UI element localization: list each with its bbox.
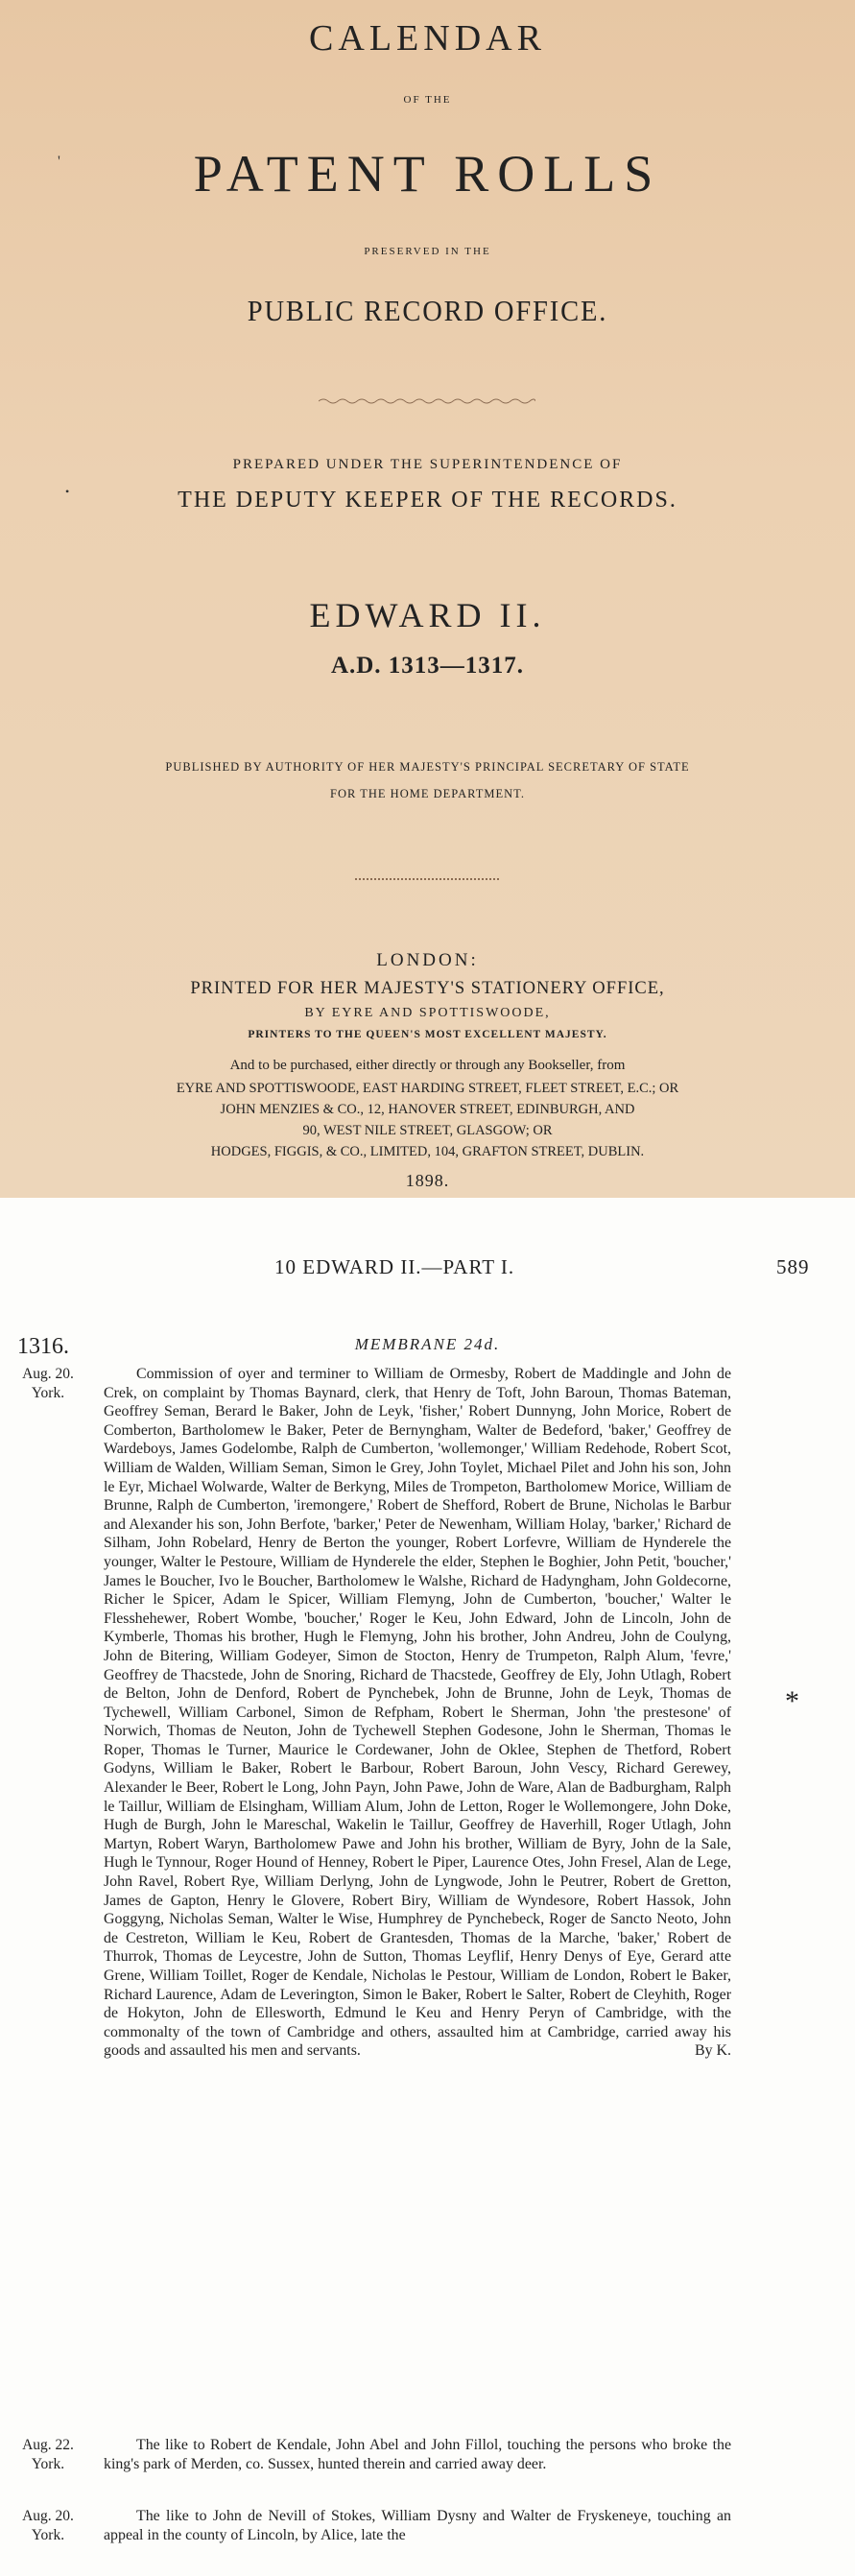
entry-1-by: By K. xyxy=(695,2042,731,2060)
entry-1-place: York. xyxy=(31,1385,65,1401)
title-of-the: OF THE xyxy=(403,94,452,106)
text-page xyxy=(0,1198,855,2576)
title-calendar: CALENDAR xyxy=(309,18,546,59)
entry-2-body: The like to Robert de Kendale, John Abel and John Fillol, touching the persons who broke the king's park of Merden, co. Sussex, hunted therein and carried away deer. xyxy=(104,2437,731,2472)
running-head-title: 10 EDWARD II.—PART I. xyxy=(274,1255,515,1278)
title-dates: A.D. 1313—1317. xyxy=(330,653,525,679)
entry-2-date: Aug. 22. xyxy=(22,2437,74,2453)
title-reign: EDWARD II. xyxy=(309,596,546,634)
entry-2-margin xyxy=(10,2436,86,2474)
title-seller-line-1: EYRE AND SPOTTISWOODE, EAST HARDING STREET, FLEET STREET, E.C.; OR xyxy=(176,1081,679,1096)
running-head xyxy=(0,1255,855,1284)
title-year: 1898. xyxy=(405,1171,450,1190)
title-seller-line-4: HODGES, FIGGIS, & CO., LIMITED, 104, GRAFTON STREET, DUBLIN. xyxy=(210,1144,645,1159)
title-preserved: PRESERVED IN THE xyxy=(364,246,491,257)
page-number: 589 xyxy=(776,1255,810,1278)
title-by-eyre: BY EYRE AND SPOTTISWOODE, xyxy=(304,1006,551,1020)
title-printers: PRINTERS TO THE QUEEN'S MOST EXCELLENT MAJESTY. xyxy=(248,1029,607,1040)
title-page xyxy=(0,0,855,1198)
title-deputy-keeper: THE DEPUTY KEEPER OF THE RECORDS. xyxy=(178,488,677,513)
membrane-heading: MEMBRANE 24d. xyxy=(354,1335,501,1353)
divider-rule xyxy=(355,878,499,880)
entry-3-margin xyxy=(10,2507,86,2545)
title-purchase-line: And to be purchased, either directly or through any Bookseller, from xyxy=(229,1058,626,1073)
entry-1-text xyxy=(104,1365,731,2061)
title-seller-line-2: JOHN MENZIES & CO., 12, HANOVER STREET, EDINBURGH, AND xyxy=(220,1102,635,1117)
entry-1-date: Aug. 20. xyxy=(22,1366,74,1382)
entry-2-text xyxy=(104,2436,731,2473)
ornamental-rule xyxy=(319,397,535,405)
title-prepared-under: PREPARED UNDER THE SUPERINTENDENCE OF xyxy=(232,457,623,472)
title-seller-line-3: 90, WEST NILE STREET, GLASGOW; OR xyxy=(302,1123,553,1138)
entry-3-place: York. xyxy=(31,2527,65,2543)
entry-3-body: The like to John de Nevill of Stokes, William Dysny and Walter de Fryskeneye, touching an appeal in the county of Lincoln, by Alice, late the xyxy=(104,2508,731,2543)
entry-2-place: York. xyxy=(31,2456,65,2472)
title-published-line-1: PUBLISHED BY AUTHORITY OF HER MAJESTY'S PRINCIPAL SECRETARY OF STATE xyxy=(165,760,690,774)
entry-3-date: Aug. 20. xyxy=(22,2508,74,2524)
title-printed-for: PRINTED FOR HER MAJESTY'S STATIONERY OFFICE, xyxy=(190,979,665,998)
entry-3-text xyxy=(104,2507,731,2544)
asterisk-mark: * xyxy=(785,1685,799,1717)
entry-1-margin xyxy=(10,1365,86,1403)
bullet-mark: • xyxy=(65,485,70,498)
title-published-line-2: FOR THE HOME DEPARTMENT. xyxy=(330,787,525,800)
entry-1-body: Commission of oyer and terminer to William de Ormesby, Robert de Maddingle and John de Crek, on complaint by Thomas Baynard, clerk, that Henry de Toft, John Baroun, Thomas Bateman, Geoffrey Seman, Berard le Baker, John de Leyk, 'fisher,' Robert Dunnyng, John Morice, Robert de Comberton, Bartholomew le Baker, Peter de Bernyngham, Walter de Bedeford, 'baker,' Geoffrey de Wardeboys, James Godelombe, Ralph de Cumberton, 'wollemonger,' William Redehode, Robert Scot, William de Walden, William Seman, Simon le Grey, John Toylet, Michael Pilet and John his son, John le Eyr, Michael Wolwarde, Walter de Berkyng, Miles de Trompeton, Bartholomew Morice, William de Brunne, Ralph de Cumberton, 'iremongere,' Robert de Shefford, Robert de Brune, Nicholas le Barbur and Alexander his son, John Berfote, 'barker,' Peter de Newenham, William Holay, 'barker,' Richard de Silham, John Robelard, Henry de Berton the younger, Robert Lorfevre, William de Hynderele the younger, Walter le Pestoure, William de Hynderele the elder, Stephen le Boghier, John Petit, 'boucher,' James le Boucher, Ivo le Boucher, Bartholomew le Walshe, Richard de Hadyngham, John Goldecorne, Richer le Spicer, Adam le Spicer, William Flemyng, John de Cumberton, 'boucher,' Walter le Flesshehewer, Robert Wombe, 'boucher,' Roger le Keu, John Edward, John de Lincoln, John de Kymberle, Thomas his brother, Hugh le Flemyng, John his brother, John Andreu, John de Coulyng, John de Bitering, William Godeyer, Simon de Stocton, Henry de Trumpeton, Ralph Alum, 'fevre,' Geoffrey de Thacstede, John de Snoring, Richard de Thacstede, Geoffrey de Ely, John Utlagh, Robert de Belton, John de Denford, Robert de Pynchebek, John de Brunne, John de Leyk, Thomas de Tychewell, William Carbonel, Simon de Refpham, Robert le Sherman, John 'the prestesone' of Norwich, Thomas de Neuton, John de Tychewell Stephen Godesone, John le Sherman, Thomas le Roper, Thomas le Turner, Maurice le Cordewaner, John de Oklee, Stephen de Thetford, Robert Godyns, William le Baker, Robert le Barbour, Robert Baroun, John Vescy, Richard Gerewey, Alexander le Beer, Robert le Long, John Payn, John Pawe, John de Ware, Alan de Badburgham, Ralph le Taillur, William de Elsingham, William Alum, John de Letton, Roger le Wollemongere, John Doke, Hugh de Burgh, John le Mareschal, Wakelin le Taillur, Geoffrey de Haverhill, Roger Utlagh, John Martyn, Robert Waryn, Bartholomew Pawe and John his brother, William de Byry, John de la Sale, Hugh le Tynnour, Roger Hound of Henney, Robert le Piper, Laurence Otes, John Fresel, Alan de Lege, John Ravel, Robert Rye, William Derlyng, John de Lyngwode, John le Peutrer, Robert de Gretton, James de Gapton, Henry le Glovere, Robert Biry, William de Wyndesore, Robert Hassok, John Goggyng, Nicholas Seman, Walter le Wise, Humphrey de Pynchebeck, Roger de Sancto Neoto, John de Cestreton, William le Keu, Robert de Grantesden, Thomas de la Marche, 'baker,' Robert de Thurrok, Thomas de Leycestre, John de Sutton, Thomas Leyflif, Henry Denys of Eye, Gerard atte Grene, William Toillet, Roger de Kendale, Nicholas le Pestour, William de London, Robert le Baker, Richard Laurence, Adam de Leverington, Simon le Baker, Robert le Salter, Robert de Cleyhith, Roger de Hokyton, John de Ellesworth, Edmund le Keu and Henry Peryn of Cambridge, with the commonalty of the town of Cambridge and others, assaulted him at Cambridge, carried away his goods and assaulted his men and servants. xyxy=(104,1366,731,2060)
margin-mark: ' xyxy=(58,154,60,170)
title-public-record-office: PUBLIC RECORD OFFICE. xyxy=(247,294,608,327)
title-patent-rolls: PATENT ROLLS xyxy=(193,145,662,203)
margin-year: 1316. xyxy=(17,1334,69,1359)
title-london: LONDON: xyxy=(376,950,479,970)
